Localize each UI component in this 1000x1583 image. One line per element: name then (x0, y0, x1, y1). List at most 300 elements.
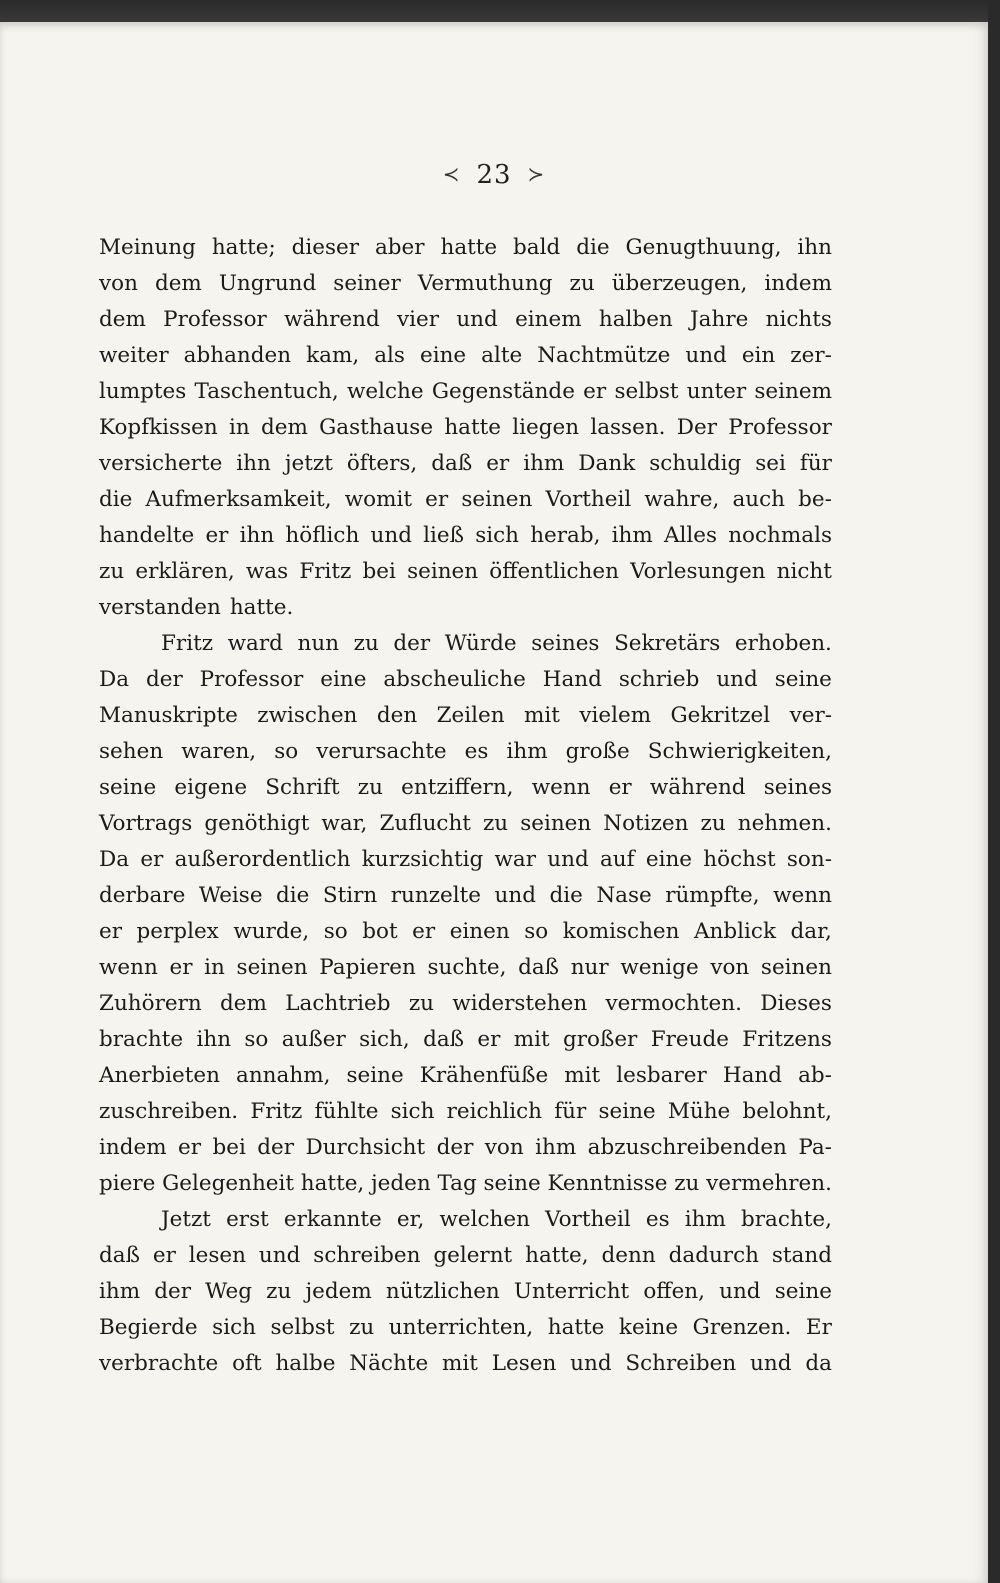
word: mit (513, 1027, 550, 1052)
word: Würde (444, 631, 517, 656)
word: wenn (773, 883, 832, 908)
word: es (645, 1207, 670, 1232)
word: aber (374, 235, 425, 260)
word: Durchsicht (305, 1135, 426, 1160)
text-line (99, 1202, 832, 1238)
word: rümpfte, (665, 883, 760, 908)
text-line (99, 1022, 832, 1058)
word: komischen (562, 919, 680, 944)
word: Weise (198, 883, 263, 908)
word: zu (569, 271, 595, 296)
word: zwischen (257, 703, 358, 728)
word: von (99, 271, 138, 296)
word: Gasthause (319, 415, 434, 440)
text-line (99, 518, 832, 554)
word: verstanden (99, 595, 221, 620)
word: Aufmerksamkeit, (145, 487, 332, 512)
word: höflich (285, 523, 360, 548)
word: die (576, 235, 610, 260)
word: er (425, 487, 449, 512)
word: versicherte (99, 451, 223, 476)
text-line (99, 1094, 832, 1130)
word: und (547, 847, 589, 872)
text-line (99, 950, 832, 986)
text-line (99, 266, 832, 302)
word: unter (686, 379, 747, 404)
word: da (805, 1351, 832, 1376)
word: Da (99, 667, 130, 692)
word: und (370, 523, 412, 548)
word: gelernt (433, 1243, 513, 1268)
ornament-right-icon: ≻ (527, 162, 546, 186)
word: halben (598, 307, 673, 332)
word: und (494, 883, 536, 908)
word: seinen (520, 811, 592, 836)
word: die (549, 883, 583, 908)
word: genöthigt (204, 811, 310, 836)
word: Mühe (667, 1099, 731, 1124)
word: selbst (270, 1315, 335, 1340)
word: jedem (305, 1279, 372, 1304)
word: öfters, (346, 451, 418, 476)
word: be- (798, 487, 832, 512)
word: bald (513, 235, 561, 260)
word: denn (601, 1243, 656, 1268)
word: die (99, 487, 133, 512)
word: selbst (614, 379, 679, 404)
word: auf (599, 847, 635, 872)
word: daß (99, 1243, 140, 1268)
word: ein (741, 343, 776, 368)
word: abzuschreibenden (587, 1135, 787, 1160)
word: hatte; (211, 235, 276, 260)
word: Weg (205, 1279, 253, 1304)
word: brachte, (741, 1207, 832, 1232)
text-line (99, 1058, 832, 1094)
word: hatte, (525, 1243, 589, 1268)
book-page (0, 22, 988, 1583)
word: Grenzen. (692, 1315, 792, 1340)
word: zu (353, 631, 379, 656)
word: Professor (728, 415, 832, 440)
word: war (494, 847, 537, 872)
text-line (99, 842, 832, 878)
word: er (140, 847, 164, 872)
word: Der (676, 415, 718, 440)
word: dadurch (668, 1243, 759, 1268)
word: erkannte (283, 1207, 382, 1232)
word: vermehren. (706, 1171, 832, 1196)
word: wahre, (644, 487, 720, 512)
word: er (608, 775, 632, 800)
text-line (99, 1310, 832, 1346)
word: wenn (99, 955, 158, 980)
word: Professor (163, 307, 267, 332)
word: der (154, 1279, 192, 1304)
word: und (719, 1279, 761, 1304)
word: eine (320, 667, 367, 692)
word: sehen (99, 739, 164, 764)
word: verursachte (316, 739, 447, 764)
word: seinen (461, 487, 533, 512)
word: jeden (371, 1171, 431, 1196)
word: nehmen. (737, 811, 832, 836)
word: dieser (291, 235, 360, 260)
text-line (99, 590, 832, 626)
word: und (456, 307, 498, 332)
word: erklären, (135, 559, 235, 584)
word: ihn (797, 235, 832, 260)
word: verbrachte (99, 1351, 219, 1376)
word: Vortheil (545, 1207, 631, 1232)
word: lassen. (590, 415, 666, 440)
text-line (99, 1238, 832, 1274)
word: offen, (643, 1279, 705, 1304)
text-line (99, 914, 832, 950)
word: von (710, 955, 750, 980)
word: außerordentlich (174, 847, 351, 872)
word: er, (396, 1207, 425, 1232)
word: jetzt (284, 451, 333, 476)
word: halbe (275, 1351, 336, 1376)
word: seiner (333, 271, 401, 296)
word: Er (805, 1315, 832, 1340)
word: sei (755, 451, 786, 476)
word: waren, (181, 739, 257, 764)
word: und (570, 1351, 612, 1376)
word: daß (423, 1027, 465, 1052)
word: es (464, 739, 489, 764)
word: oft (232, 1351, 262, 1376)
word: welche (346, 379, 424, 404)
word: ihn (236, 451, 271, 476)
word: eine (645, 847, 693, 872)
word: er (152, 1243, 176, 1268)
word: sich, (359, 1027, 410, 1052)
word: was (245, 559, 289, 584)
word: ver- (789, 703, 832, 728)
word: so (524, 919, 549, 944)
word: während (649, 775, 746, 800)
word: erhoben. (734, 631, 832, 656)
word: dar, (790, 919, 832, 944)
word: seine (774, 667, 832, 692)
word: son- (786, 847, 832, 872)
word: ihm (684, 1207, 726, 1232)
word: Vortheil (545, 487, 632, 512)
word: Tag (437, 1171, 477, 1196)
scan-border-right (988, 0, 1000, 1583)
text-line (99, 230, 832, 266)
word: schrieb (618, 667, 700, 692)
word: derbare (99, 883, 186, 908)
text-line (99, 878, 832, 914)
word: er (486, 451, 510, 476)
word: Ungrund (218, 271, 317, 296)
page-header (0, 160, 988, 190)
word: wenige (620, 955, 699, 980)
word: und (716, 667, 758, 692)
word: indem (764, 271, 832, 296)
word: bei (212, 1135, 246, 1160)
text-line (99, 1346, 832, 1382)
word: in (228, 415, 250, 440)
word: welchen (439, 1207, 530, 1232)
word: ihm (506, 739, 548, 764)
word: dem (260, 415, 308, 440)
word: sich (212, 1315, 256, 1340)
word: Stirn (322, 883, 378, 908)
text-line (99, 806, 832, 842)
word: Unterricht (513, 1279, 630, 1304)
word: ihn (196, 1027, 232, 1052)
word: Fritz (299, 559, 352, 584)
word: Pa- (798, 1135, 832, 1160)
word: nützlichen (385, 1279, 500, 1304)
word: war, (321, 811, 368, 836)
word: Alles (663, 523, 717, 548)
word: keine (618, 1315, 679, 1340)
text-line (99, 338, 832, 374)
word: und (750, 1351, 792, 1376)
word: Lesen (491, 1351, 557, 1376)
word: mit (564, 1063, 601, 1088)
word: der (393, 631, 431, 656)
word: der (145, 667, 183, 692)
word: kurzsichtig (361, 847, 484, 872)
word: bot (362, 919, 398, 944)
word: so (323, 919, 348, 944)
word: schuldig (649, 451, 742, 476)
word: auch (732, 487, 786, 512)
word: brachte (99, 1027, 184, 1052)
word: den (376, 703, 418, 728)
word: hatte (444, 415, 501, 440)
word: kam, (306, 343, 360, 368)
word: zu (674, 1171, 700, 1196)
word: seines (531, 631, 600, 656)
text-line (99, 1274, 832, 1310)
text-line (99, 374, 832, 410)
word: ward (227, 631, 283, 656)
word: nicht (776, 559, 832, 584)
word: Gelegenheit (162, 1171, 295, 1196)
word: Professor (199, 667, 304, 692)
word: während (284, 307, 380, 332)
word: ab- (798, 1063, 832, 1088)
word: sich (475, 523, 519, 548)
word: Fritzens (742, 1027, 832, 1052)
word: Gekritzel (670, 703, 771, 728)
word: zer- (790, 343, 832, 368)
word: Vorlesungen (630, 559, 766, 584)
word: Nase (596, 883, 652, 908)
word: liegen (512, 415, 580, 440)
word: Vortrags (99, 811, 193, 836)
word: womit (344, 487, 413, 512)
word: in (204, 955, 225, 980)
word: stand (771, 1243, 832, 1268)
word: mit (524, 703, 560, 728)
word: Hand (542, 667, 602, 692)
word: runzelte (390, 883, 482, 908)
word: annahm, (236, 1063, 331, 1088)
word: daß (518, 955, 560, 980)
word: zu (266, 1279, 292, 1304)
text-line (99, 302, 832, 338)
word: Anblick (694, 919, 776, 944)
word: Vermuthung (417, 271, 553, 296)
word: reichlich (446, 1099, 543, 1124)
word: lumptes (99, 379, 187, 404)
word: als (374, 343, 405, 368)
word: er (477, 1027, 501, 1052)
word: Meinung (99, 235, 196, 260)
word: Schrift (265, 775, 340, 800)
word: er (169, 955, 193, 980)
word: Kenntnisse (547, 1171, 668, 1196)
word: erst (226, 1207, 269, 1232)
text-line (99, 1130, 832, 1166)
word: sich (390, 1099, 435, 1124)
page-number: 23 (476, 160, 512, 190)
word: und (685, 343, 727, 368)
word: Manuskripte (99, 703, 238, 728)
word: alte (481, 343, 523, 368)
text-line (99, 734, 832, 770)
word: ließ (423, 523, 464, 548)
word: er (99, 919, 123, 944)
text-line (99, 1166, 832, 1202)
word: überzeugen, (611, 271, 748, 296)
word: wenn (531, 775, 591, 800)
word: Anerbieten (99, 1063, 220, 1088)
word: seine (483, 1171, 541, 1196)
word: fühlte (314, 1099, 379, 1124)
text-line (99, 554, 832, 590)
word: nichts (765, 307, 832, 332)
word: und (258, 1243, 301, 1268)
word: Krähenfüße (419, 1063, 549, 1088)
word: Freude (650, 1027, 729, 1052)
word: höchst (703, 847, 776, 872)
word: so (244, 1027, 269, 1052)
word: seinem (754, 379, 832, 404)
text-line (99, 698, 832, 734)
body-text (99, 230, 832, 1382)
word: hatte. (229, 595, 294, 620)
word: die (276, 883, 310, 908)
word: Genugthuung, (625, 235, 782, 260)
word: seine (598, 1099, 656, 1124)
word: zu (99, 559, 125, 584)
text-line (99, 770, 832, 806)
word: ihm (535, 1135, 577, 1160)
word: zuschreiben. (99, 1099, 239, 1124)
word: seinen (407, 559, 479, 584)
word: Dank (578, 451, 636, 476)
text-line (99, 662, 832, 698)
word: außer (281, 1027, 346, 1052)
word: Zuhörern (99, 991, 202, 1016)
word: wurde, (233, 919, 310, 944)
word: ihn (239, 523, 275, 548)
word: er (583, 379, 607, 404)
word: Kopfkissen (99, 415, 218, 440)
word: große (565, 739, 630, 764)
word: großer (562, 1027, 638, 1052)
word: Jetzt (161, 1207, 211, 1232)
word: lesbarer (616, 1063, 707, 1088)
word: Nachtmütze (537, 343, 671, 368)
word: weiter (99, 343, 169, 368)
word: widerstehen (452, 991, 588, 1016)
word: Sekretärs (614, 631, 721, 656)
text-line (99, 446, 832, 482)
word: piere (99, 1171, 156, 1196)
ornament-left-icon: ≺ (442, 162, 461, 186)
text-line (99, 986, 832, 1022)
word: Schreiben (625, 1351, 737, 1376)
word: zu (349, 1315, 375, 1340)
word: nur (570, 955, 609, 980)
word: vermochten. (605, 991, 742, 1016)
word: ihm (611, 523, 653, 548)
word: für (799, 451, 832, 476)
word: hatte (440, 235, 498, 260)
word: herab, (530, 523, 601, 548)
word: vier (397, 307, 440, 332)
word: ihm (523, 451, 565, 476)
word: nochmals (728, 523, 832, 548)
word: entziffern, (401, 775, 514, 800)
word: er (178, 1135, 202, 1160)
word: Gegenstände (431, 379, 575, 404)
word: einem (515, 307, 582, 332)
word: Taschentuch, (194, 379, 339, 404)
text-line (99, 410, 832, 446)
word: dem (220, 991, 267, 1016)
word: zu (482, 811, 509, 836)
word: eine (419, 343, 467, 368)
word: abhanden (183, 343, 292, 368)
word: Hand (722, 1063, 783, 1088)
word: der (436, 1135, 474, 1160)
word: der (257, 1135, 295, 1160)
word: unterrichten, (388, 1315, 534, 1340)
word: perplex (136, 919, 219, 944)
word: er (412, 919, 436, 944)
word: dem (99, 307, 146, 332)
word: Notizen (603, 811, 689, 836)
word: für (554, 1099, 587, 1124)
word: Nächte (349, 1351, 429, 1376)
word: vielem (579, 703, 652, 728)
word: Lachtrieb (285, 991, 391, 1016)
word: bei (362, 559, 396, 584)
word: seine (99, 775, 157, 800)
word: dem (154, 271, 202, 296)
word: schreiben (313, 1243, 421, 1268)
word: suchte, (427, 955, 507, 980)
word: zu (408, 991, 435, 1016)
word: von (484, 1135, 524, 1160)
word: Fritz (250, 1099, 303, 1124)
word: seinen (236, 955, 308, 980)
word: ihm (99, 1279, 141, 1304)
word: Zeilen (436, 703, 505, 728)
word: seine (346, 1063, 404, 1088)
